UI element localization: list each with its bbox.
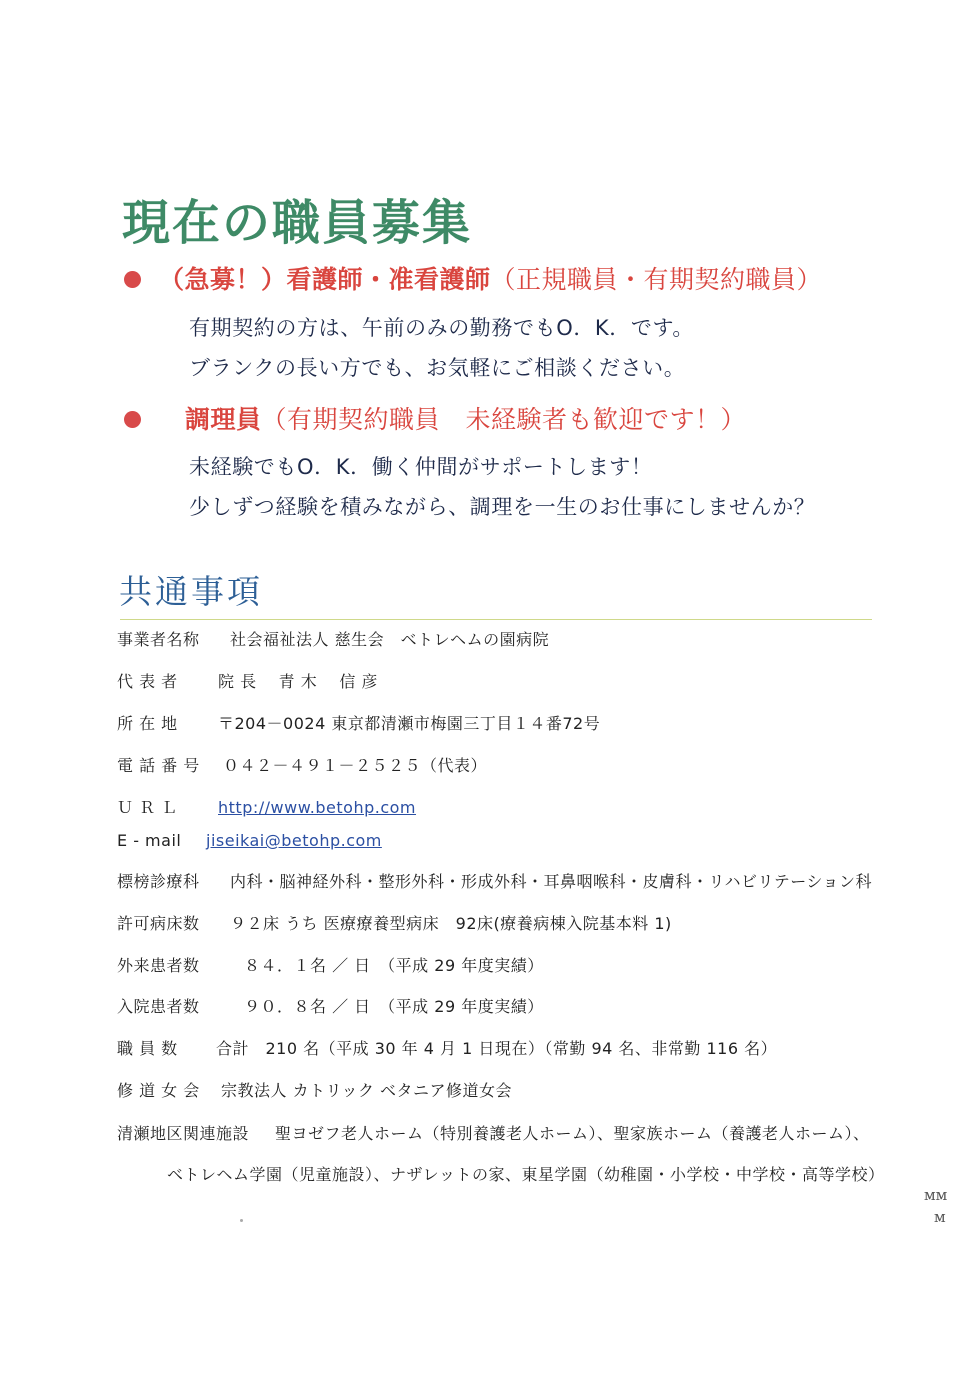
info-label: 外来患者数	[117, 956, 200, 975]
info-row-outpatients	[117, 953, 544, 976]
info-label: 許可病床数	[117, 914, 200, 933]
info-row-facilities-cont	[167, 1162, 885, 1185]
website-link[interactable]: http://www.betohp.com	[218, 798, 417, 817]
info-row-address	[117, 711, 600, 734]
info-value: 宗教法人 カトリック ベタニア修道女会	[221, 1081, 513, 1100]
info-label: 事業者名称	[117, 630, 200, 649]
page-title: 現在の職員募集	[122, 195, 473, 251]
info-value: 院 長 青 木 信 彦	[218, 672, 378, 691]
scan-speck	[240, 1219, 243, 1222]
info-row-email	[117, 831, 382, 850]
info-value: 内科・脳神経外科・整形外科・形成外科・耳鼻咽喉科・皮膚科・リハビリテーション科	[230, 872, 873, 891]
info-label: 標榜診療科	[117, 872, 200, 891]
job-nurse-type: （正規職員・有期契約職員）	[490, 265, 823, 294]
job-nurse-heading	[124, 260, 822, 296]
info-label: Ｕ Ｒ Ｌ	[117, 798, 178, 817]
info-value: ０４２－４９１－２５２５（代表）	[223, 756, 488, 775]
info-row-url	[117, 795, 416, 818]
email-link[interactable]: jiseikai@betohp.com	[206, 831, 382, 850]
info-label: 職 員 数	[117, 1039, 178, 1058]
job-cook-heading	[124, 400, 746, 436]
info-row-departments	[117, 869, 872, 892]
job-nurse-desc-2: ブランクの長い方でも、お気軽にご相談ください。	[189, 356, 686, 380]
info-label: 所 在 地	[117, 714, 178, 733]
info-row-phone	[117, 753, 487, 776]
job-nurse-desc-1: 有期契約の方は、午前のみの勤務でもO．K．です。	[189, 316, 695, 340]
handwriting-line: ᴍᴍ	[924, 1186, 948, 1204]
info-value: ９２床 うち 医療療養型病床 92床(療養病棟入院基本料 1)	[230, 914, 672, 933]
info-value: ８４．１名 ／ 日 （平成 29 年度実績）	[244, 956, 544, 975]
info-value: 〒204－0024 東京都清瀬市梅園三丁目１４番72号	[218, 714, 601, 733]
info-row-operator	[117, 627, 549, 650]
info-label: 電 話 番 号	[117, 756, 200, 775]
info-value: 合計 210 名（平成 30 年 4 月 1 日現在）（常勤 94 名、非常勤 116 名）	[216, 1039, 778, 1058]
bullet-icon	[124, 411, 141, 428]
handwritten-mark	[924, 1184, 947, 1228]
info-row-inpatients	[117, 994, 544, 1017]
info-value: ９０．８名 ／ 日 （平成 29 年度実績）	[244, 997, 544, 1016]
job-cook-desc-1: 未経験でもO．K．働く仲間がサポートします！	[189, 455, 653, 479]
job-nurse-title: （急募！）看護師・准看護師	[159, 265, 491, 294]
info-row-staff	[117, 1036, 777, 1059]
info-label: 修 道 女 会	[117, 1081, 200, 1100]
info-value: 聖ヨゼフ老人ホーム（特別養護老人ホーム）、聖家族ホーム（養護老人ホーム）、	[275, 1124, 870, 1143]
job-cook-type: （有期契約職員 未経験者も歓迎です！）	[261, 405, 747, 434]
bullet-icon	[124, 271, 141, 288]
info-row-representative	[117, 669, 378, 692]
info-value: 社会福祉法人 慈生会 ベトレヘムの園病院	[230, 630, 550, 649]
info-value: ベトレヘム学園（児童施設）、ナザレットの家、東星学園（幼稚園・小学校・中学校・高等学校）	[167, 1165, 885, 1184]
section-divider	[120, 619, 872, 620]
info-row-facilities	[117, 1121, 870, 1144]
job-cook-desc-2: 少しずつ経験を積みながら、調理を一生のお仕事にしませんか？	[189, 495, 816, 519]
info-row-convent	[117, 1078, 512, 1101]
info-label: E - mail	[117, 831, 182, 850]
section-title-common: 共通事項	[119, 572, 263, 611]
info-label: 清瀬地区関連施設	[117, 1124, 250, 1143]
info-row-beds	[117, 911, 672, 934]
info-label: 代 表 者	[117, 672, 178, 691]
job-cook-title: 調理員	[185, 405, 262, 434]
info-label: 入院患者数	[117, 997, 200, 1016]
handwriting-line: ᴍ	[934, 1208, 946, 1226]
